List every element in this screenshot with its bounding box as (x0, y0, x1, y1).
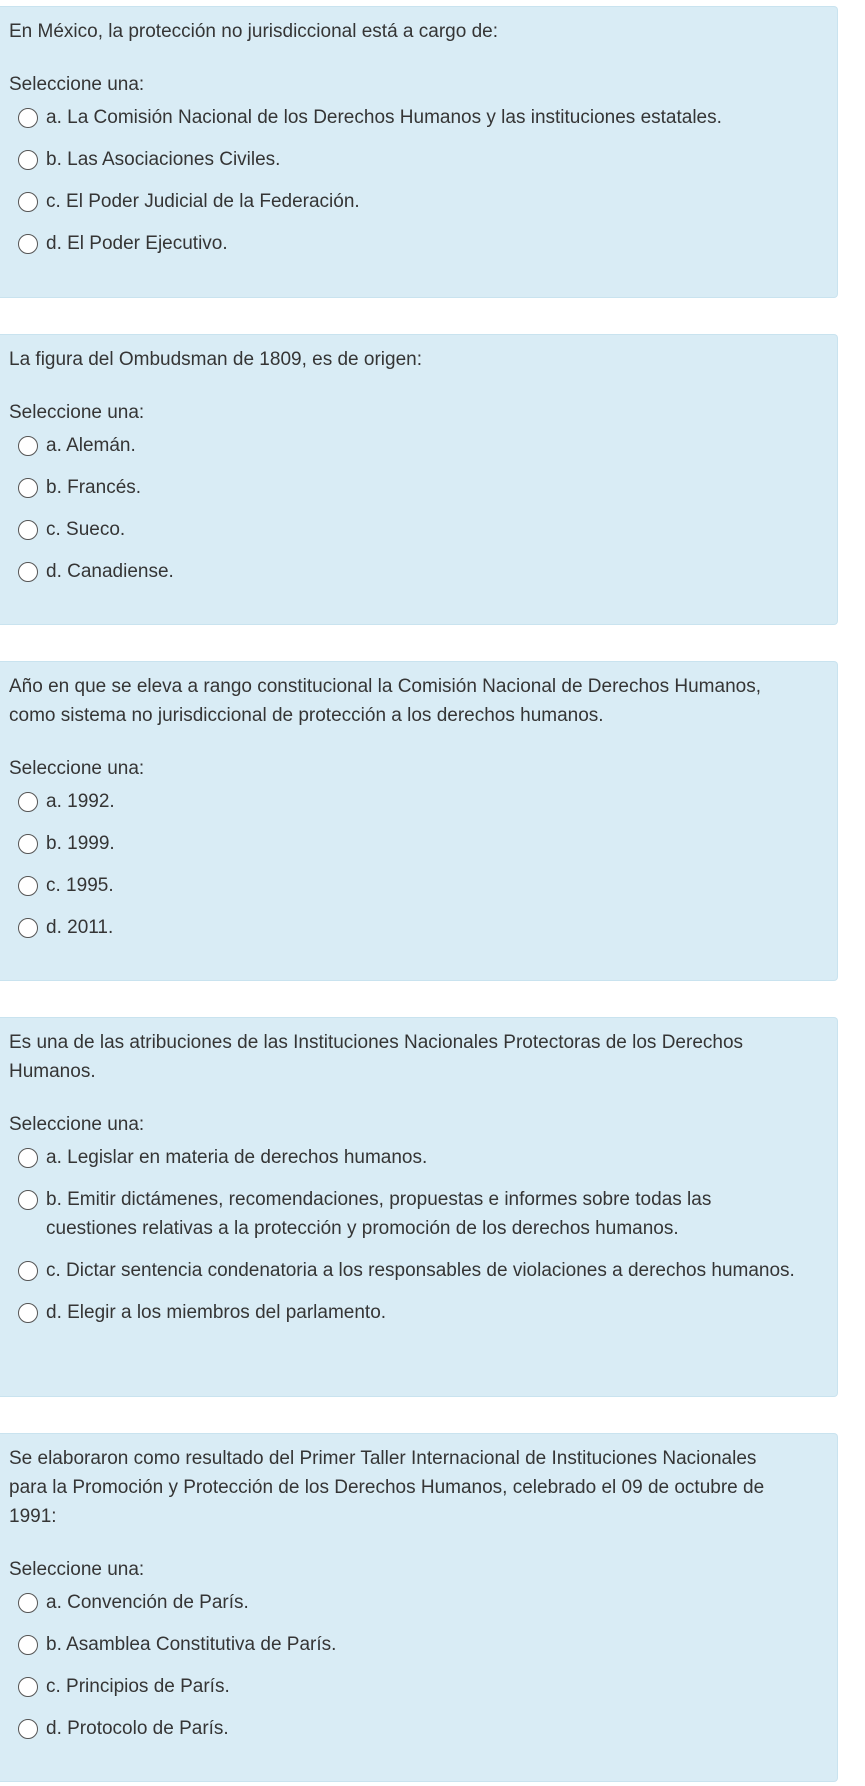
question-card-1 (0, 6, 838, 298)
select-one-prompt: Seleccione una: (9, 402, 145, 423)
answer-option-label: d. Canadiense. (46, 561, 174, 582)
answer-option-d[interactable] (9, 1714, 837, 1743)
select-one-prompt: Seleccione una: (9, 1559, 145, 1580)
radio-button-icon[interactable] (18, 1148, 38, 1168)
question-card-5 (0, 1433, 838, 1782)
select-one-prompt: Seleccione una: (9, 758, 145, 779)
answer-option-b[interactable] (9, 829, 837, 858)
answer-option-c[interactable] (9, 1672, 837, 1701)
answer-option-a[interactable] (9, 1143, 837, 1172)
answer-option-label: c. El Poder Judicial de la Federación. (46, 191, 360, 212)
radio-button-icon[interactable] (18, 1719, 38, 1739)
answer-option-a[interactable] (9, 787, 837, 816)
answer-option-d[interactable] (9, 913, 837, 942)
answer-option-b[interactable] (9, 145, 837, 174)
radio-button-icon[interactable] (18, 520, 38, 540)
answer-options (9, 1143, 837, 1327)
answer-option-label: c. Sueco. (46, 519, 126, 540)
radio-button-icon[interactable] (18, 876, 38, 896)
answer-options (9, 787, 837, 942)
answer-option-c[interactable] (9, 1256, 837, 1285)
answer-option-label: b. 1999. (46, 833, 115, 854)
question-text: Es una de las atribuciones de las Instituciones Nacionales Protectoras de los Derechos Humanos. (9, 1032, 744, 1082)
radio-button-icon[interactable] (18, 562, 38, 582)
answer-option-label: a. Legislar en materia de derechos humanos. (46, 1147, 428, 1168)
radio-button-icon[interactable] (18, 478, 38, 498)
radio-button-icon[interactable] (18, 1261, 38, 1281)
radio-button-icon[interactable] (18, 192, 38, 212)
answer-option-c[interactable] (9, 187, 837, 216)
select-one-prompt: Seleccione una: (9, 1114, 145, 1135)
answer-option-a[interactable] (9, 1588, 837, 1617)
answer-option-label: b. Francés. (46, 477, 142, 498)
radio-button-icon[interactable] (18, 108, 38, 128)
answer-option-d[interactable] (9, 1298, 837, 1327)
answer-option-label: d. El Poder Ejecutivo. (46, 233, 228, 254)
answer-option-label: a. 1992. (46, 791, 115, 812)
radio-button-icon[interactable] (18, 1593, 38, 1613)
radio-button-icon[interactable] (18, 436, 38, 456)
question-text: La figura del Ombudsman de 1809, es de origen: (9, 349, 422, 370)
radio-button-icon[interactable] (18, 1635, 38, 1655)
radio-button-icon[interactable] (18, 1190, 38, 1210)
question-card-2 (0, 334, 838, 625)
answer-option-b[interactable] (9, 1630, 837, 1659)
answer-option-b[interactable] (9, 473, 837, 502)
question-card-4 (0, 1017, 838, 1397)
answer-option-label: d. Protocolo de París. (46, 1718, 229, 1739)
answer-option-b[interactable] (9, 1185, 837, 1243)
radio-button-icon[interactable] (18, 918, 38, 938)
radio-button-icon[interactable] (18, 834, 38, 854)
answer-options (9, 103, 837, 258)
radio-button-icon[interactable] (18, 1303, 38, 1323)
answer-option-label: c. Principios de París. (46, 1676, 230, 1697)
answer-options (9, 1588, 837, 1743)
question-text: Año en que se eleva a rango constitucional la Comisión Nacional de Derechos Humanos, como sistema no jurisdiccional de protección a los derechos humanos. (9, 676, 761, 726)
answer-option-a[interactable] (9, 431, 837, 460)
answer-option-label: b. Emitir dictámenes, recomendaciones, propuestas e informes sobre todas las cuestiones relativas a la protección y promoción de los derechos humanos. (46, 1189, 712, 1239)
radio-button-icon[interactable] (18, 792, 38, 812)
answer-options (9, 431, 837, 586)
answer-option-d[interactable] (9, 557, 837, 586)
question-text: En México, la protección no jurisdiccional está a cargo de: (9, 21, 498, 42)
answer-option-label: c. 1995. (46, 875, 114, 896)
radio-button-icon[interactable] (18, 150, 38, 170)
answer-option-label: a. Alemán. (46, 435, 136, 456)
answer-option-a[interactable] (9, 103, 837, 132)
answer-option-label: a. La Comisión Nacional de los Derechos Humanos y las instituciones estatales. (46, 107, 722, 128)
answer-option-c[interactable] (9, 871, 837, 900)
answer-option-c[interactable] (9, 515, 837, 544)
answer-option-label: d. 2011. (46, 917, 114, 938)
select-one-prompt: Seleccione una: (9, 74, 145, 95)
radio-button-icon[interactable] (18, 1677, 38, 1697)
answer-option-label: b. Las Asociaciones Civiles. (46, 149, 281, 170)
answer-option-d[interactable] (9, 229, 837, 258)
question-card-3 (0, 661, 838, 981)
answer-option-label: b. Asamblea Constitutiva de París. (46, 1634, 337, 1655)
radio-button-icon[interactable] (18, 234, 38, 254)
answer-option-label: d. Elegir a los miembros del parlamento. (46, 1302, 387, 1323)
answer-option-label: a. Convención de París. (46, 1592, 249, 1613)
answer-option-label: c. Dictar sentencia condenatoria a los responsables de violaciones a derechos humanos. (46, 1260, 795, 1281)
question-text: Se elaboraron como resultado del Primer Taller Internacional de Instituciones Nacionales para la Promoción y Protección de los Derechos Humanos, celebrado el 09 de octubre de 1991: (9, 1448, 765, 1527)
